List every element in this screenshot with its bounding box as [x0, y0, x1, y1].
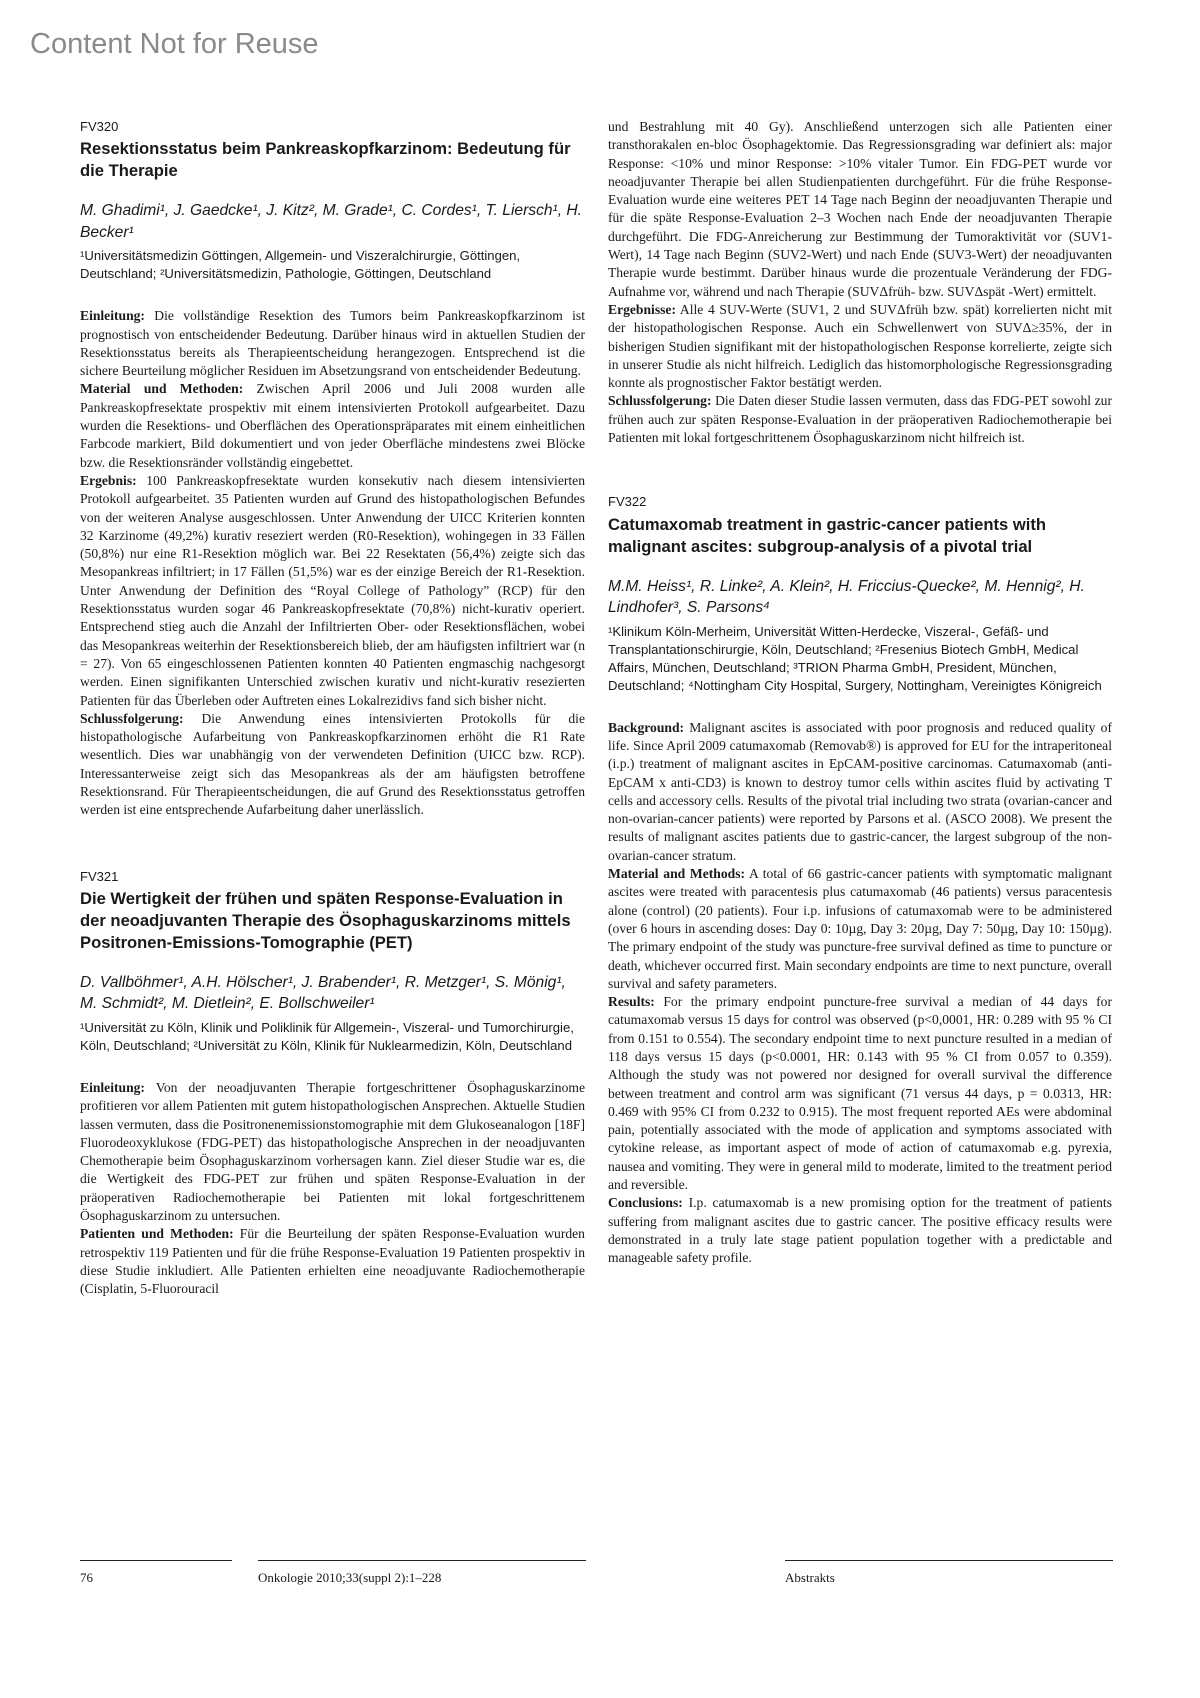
abstract-authors: M.M. Heiss¹, R. Linke², A. Klein², H. Friccius-Quecke², M. Hennig², H. Lindhofer³, S. Parsons⁴	[608, 577, 1085, 617]
abstract-affiliation: ¹Universitätsmedizin Göttingen, Allgemein- und Viszeralchirurgie, Göttingen, Deutschland; ²Universitätsmedizin, Pathologie, Göttingen, Deutschland	[80, 248, 521, 282]
section-text: Die Anwendung eines intensivierten Protokolls für die histopathologische Aufarbeitung von Pankreaskopfkarzinomen erhöht die R1 Rate wesentlich. Dies war unabhängig von der verwendeten Definition (UICC bzw. RCP). Interessanterweise zeigt sich das Mesopankreas als der am häufigsten betroffene Resektionsrand. Für Therapieentscheidungen, die auf Grund des Resektionsstatus getroffen werden ist eine entsprechende Aufarbeitung daher unerlässlich.	[80, 710, 585, 818]
section-label: Results:	[608, 994, 655, 1010]
section-label: Schlussfolgerung:	[608, 393, 712, 409]
section-label: Material und Methoden:	[80, 381, 244, 397]
abstract-authors: D. Vallböhmer¹, A.H. Hölscher¹, J. Brabender¹, R. Metzger¹, S. Mönig¹, M. Schmidt², M. Dietlein², E. Bollschweiler¹	[80, 973, 566, 1013]
section-label: Ergebnisse:	[608, 301, 676, 317]
section-text: 100 Pankreaskopfresektate wurden konsekutiv nach diesem intensivierten Protokoll aufgearbeitet. 35 Patienten wurden auf Grund des histopathologischen Befundes von der weiteren Analyse ausgeschlossen. Unter Anwendung der UICC Kriterien konnten 32 Karzinome (49,2%) kurativ reseziert werden (R0-Resektion), wohingegen in 33 Fällen (50,8%) nur eine R1-Resektion möglich war. Bei 22 Resektaten (56,4%) zeigte sich das Mesopankreas infiltriert; in 17 Fällen (51,5%) war es der einzige Bereich der R1-Resektion. Unter Anwendung der Definition des “Royal College of Pathology” (RCP) für den Resektionsstatus wurden sogar 46 Pankreaskopfresektate (70,8%) nicht-kurativ operiert. Entsprechend stieg auch die Anzahl der Infiltrierten Ober- oder Resektionsflächen, wobei das Mesopankreas weiterhin der Resektionsbereich blieb, der am häufigsten infiltriert war (n = 27). Von 65 eingeschlossenen Patienten konnten 40 Patienten engmaschig nachgesorgt werden. Einen signifikanten Unterschied zwischen kurativ und nicht-kurativ resezierten Patienten für das Überleben oder Auftreten eines Lokalrezidivs fand sich bisher nicht.	[80, 472, 585, 708]
abstract-affiliation: ¹Universität zu Köln, Klinik und Poliklinik für Allgemein-, Viszeral- und Tumorchirurgie, Köln, Deutschland; ²Universität zu Köln, Klinik für Nuklearmedizin, Köln, Deutschland	[80, 1019, 574, 1053]
section-text: Alle 4 SUV-Werte (SUV1, 2 und SUVΔfrüh bzw. spät) korrelierten nicht mit der histopathologischen Response. Auch ein Schwellenwert von SUVΔ≥35%, der in bisherigen Studien signifikant mit der histopathologischen Response korrelierte, zeigte sich in unserer Studie als nicht hilfreich. Lediglich das histomorphologische Regressionsgrading konnte als prognostischer Faktor bestätigt werden.	[608, 301, 1112, 391]
abstract-section	[608, 993, 1112, 1194]
section-label: Einleitung:	[80, 308, 145, 324]
section-text: Die vollständige Resektion des Tumors beim Pankreaskopfkarzinom ist prognostisch von entscheidender Bedeutung. Darüber hinaus wird in aktuellen Studien der Resektionsstatus bereits als Therapieentscheidung herangezogen. Entsprechend ist die sichere Beurteilung möglicher Residuen im Absetzungsrand von entscheidender Bedeutung.	[80, 308, 585, 379]
section-label: Patienten und Methoden:	[80, 1226, 234, 1242]
section-label: Background:	[608, 719, 685, 735]
section-text: Malignant ascites is associated with poor prognosis and reduced quality of life. Since April 2009 catumaxomab (Removab®) is approved for EU for the intraperitoneal (i.p.) treatment of malignant ascites in EpCAM-positive carcinomas. Catumaxomab (anti-EpCAM x anti-CD3) is known to destroy tumor cells within ascites fluid by activating T cells and accessory cells. Results of the pivotal trial including two strata (ovarian-cancer and non-ovarian-cancer patients) were reported by Parsons et al. (ASCO 2008). We present the results of malignant ascites patients due to gastric-cancer, the largest subgroup of the non-ovarian-cancer stratum.	[608, 719, 1112, 863]
footer-rule	[80, 1560, 232, 1561]
abstract-fv321	[80, 868, 585, 1299]
watermark: Content Not for Reuse	[30, 28, 319, 60]
abstract-section	[608, 865, 1112, 993]
section-text: Von der neoadjuvanten Therapie fortgeschrittener Ösophaguskarzinome profitieren vor allem Patienten mit gutem histopathologischen Ansprechen. Aktuelle Studien lassen vermuten, dass die Positronenemissionstomographie mit dem Glukoseanalogon [18F] Fluorodeoxyklukose (FDG-PET) das histopathologische Ansprechen in der neoadjuvanten Chemotherapie beim Ösophaguskarzinom vorhersagen kann. Ziel dieser Studie war es, die die Wertigkeit des FDG-PET zur frühen und späten Response-Evaluation in der präoperativen Radiochemotherapie bei Patienten mit lokal fortgeschrittenem Ösophaguskarzinom zu untersuchen.	[80, 1079, 585, 1223]
section-label: Ergebnis:	[80, 472, 137, 488]
page-number: 76	[80, 1570, 93, 1585]
abstract-section	[80, 380, 585, 471]
abstract-section	[80, 1079, 585, 1225]
abstract-fv322	[608, 493, 1112, 1267]
abstract-title: Resektionsstatus beim Pankreaskopfkarzinom: Bedeutung für die Therapie	[80, 139, 571, 181]
left-column	[80, 118, 585, 1298]
section-text: und Bestrahlung mit 40 Gy). Anschließend unterzogen sich alle Patienten einer transthorakalen en-bloc Ösophagektomie. Das Regressionsgrading war definiert als: major Response: <10% und minor Response: >10% vitaler Tumor. Ein FDG-PET wurde vor neoadjuvanter Therapie bei allen Studienpatienten durchgeführt. Für die frühe Response-Evaluation wurde eine weiteres PET 14 Tage nach Beginn der neoadjuvanten Therapie und für die späte Response-Evaluation 2–3 Wochen nach Ende der neoadjuvanten Therapie durchgeführt. Die FDG-Anreicherung zur Bestimmung der Tumoraktivität vor (SUV1-Wert), 14 Tage nach Beginn (SUV2-Wert) und nach Ende (SUV3-Wert) der neoadjuvanten Therapie wurde bestimmt. Darüber hinaus wurde die prozentuale Veränderung der FDG-Aufnahme vor, während und nach Therapie (SUVΔfrüh- bzw. SUVΔspät -Wert) ermittelt.	[608, 119, 1112, 299]
section-text: For the primary endpoint puncture-free survival a median of 44 days for catumaxomab versus 15 days for control was observed (p<0,0001, HR: 0.289 with 95 % CI from 0.151 to 0.554). The secondary endpoint time to next puncture resulted in a median of 118 days versus 15 days (p<0.0001, HR: 0.143 with 95 % CI from 0.057 to 0.359). Although the study was not powered nor designed for overall survival the difference between treatment and control arm was significant (71 versus 44 days, p = 0.0313, HR: 0.469 with 95% CI from 0.232 to 0.915). The most frequent reported AEs were abdominal pain, potentially associated with the mode of application and symptoms associated with cytokine release, as important aspect of mode of action of catumaxomab e.g. pyrexia, nausea and vomiting. They were in general mild to moderate, limited to the treatment period and reversible.	[608, 994, 1112, 1193]
section-label: Material and Methods:	[608, 866, 746, 882]
section-label: Conclusions:	[608, 1195, 683, 1211]
abstract-section	[608, 719, 1112, 865]
abstract-title: Die Wertigkeit der frühen und späten Response-Evaluation in der neoadjuvanten Therapie des Ösophaguskarzinoms mittels Positronen-Emissions-Tomographie (PET)	[80, 888, 571, 952]
section-text: I.p. catumaxomab is a new promising option for the treatment of patients suffering from malignant ascites due to gastric cancer. The positive efficacy results were demonstrated in a truly late stage patient population together with a predictable and manageable safety profile.	[608, 1195, 1112, 1266]
section-text: A total of 66 gastric-cancer patients with symptomatic malignant ascites were treated with paracentesis plus catumaxomab (46 patients) versus paracentesis alone (control) (20 patients). Four i.p. infusions of catumaxomab were to be administered (over 6 hours in ascending doses: Day 0: 10µg, Day 3: 20µg, Day 7: 50µg, Day 10: 150µg). The primary endpoint of the study was puncture-free survival defined as time to puncture or death, whichever occurred first. Main secondary endpoints are time to next puncture, overall survival and safety parameters.	[608, 866, 1112, 991]
section-text: Zwischen April 2006 und Juli 2008 wurden alle Pankreaskopfresektate prospektiv mit einem intensivierten Protokoll aufgearbeitet. Dazu wurden die Resektions- und Oberflächen des Operationspräparates mit einem einheitlichen Farbcode markiert, Bild dokumentiert und von jeder Oberfläche mindestens zwei Blöcke bzw. die Resektionsränder vollständig eingebettet.	[80, 381, 585, 470]
section-label: Schlussfolgerung:	[80, 710, 184, 726]
journal-citation: Onkologie 2010;33(suppl 2):1–228	[258, 1570, 442, 1585]
abstract-affiliation: ¹Klinikum Köln-Merheim, Universität Witten-Herdecke, Viszeral-, Gefäß- und Transplantationschirurgie, Köln, Deutschland; ²Fresenius Biotech GmbH, Medical Affairs, München, Deutschland; ³TRION Pharma GmbH, President, München, Deutschland; ⁴Nottingham City Hospital, Surgery, Nottingham, Vereinigtes Königreich	[608, 623, 1102, 693]
abstract-section	[80, 472, 585, 710]
footer-rule	[258, 1560, 586, 1561]
footer-rule	[785, 1560, 1113, 1561]
abstract-section	[608, 118, 1112, 301]
page-footer	[0, 1560, 1200, 1590]
section-text: Für die Beurteilung der späten Response-Evaluation wurden retrospektiv 119 Patienten und für die frühe Response-Evaluation 19 Patienten prospektiv in diese Studie inkludiert. Alle Patienten erhielten eine neoadjuvante Radiochemotherapie (Cisplatin, 5-Fluorouracil	[80, 1226, 585, 1297]
abstract-fv320	[80, 118, 585, 820]
abstract-id: FV320	[80, 119, 119, 134]
abstract-section	[80, 1225, 585, 1298]
abstract-section	[80, 307, 585, 380]
abstract-authors: M. Ghadimi¹, J. Gaedcke¹, J. Kitz², M. Grade¹, C. Cordes¹, T. Liersch¹, H. Becker¹	[80, 202, 583, 241]
abstract-section	[608, 1194, 1112, 1267]
abstract-id: FV321	[80, 868, 119, 884]
section-text: Die Daten dieser Studie lassen vermuten, dass das FDG-PET sowohl zur frühen auch zur späten Response-Evaluation in der präoperativen Radiochemotherapie bei Patienten mit lokal fortgeschrittenem Ösophaguskarzinom nicht hilfreich ist.	[608, 393, 1112, 446]
right-column	[608, 118, 1112, 1268]
abstract-id: FV322	[608, 494, 647, 510]
abstract-section	[608, 301, 1112, 392]
abstract-section	[608, 392, 1112, 447]
abstract-title: Catumaxomab treatment in gastric-cancer patients with malignant ascites: subgroup-analysis of a pivotal trial	[608, 514, 1047, 556]
section-name: Abstrakts	[785, 1570, 835, 1585]
section-label: Einleitung:	[80, 1079, 145, 1095]
abstract-fv321-continued	[608, 118, 1112, 447]
abstract-section	[80, 710, 585, 820]
